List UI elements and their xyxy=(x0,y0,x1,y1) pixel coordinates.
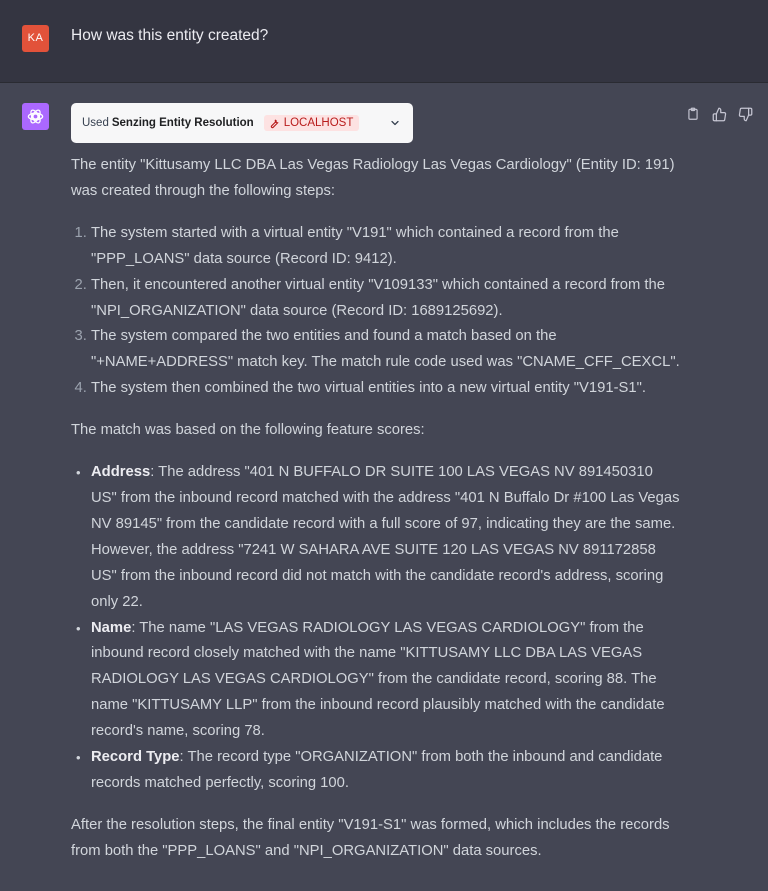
plugin-usage-dropdown[interactable] xyxy=(71,103,413,143)
thumbs-up-button[interactable] xyxy=(710,105,728,123)
feature-text: : The name "LAS VEGAS RADIOLOGY LAS VEGAS CARDIOLOGY" from the inbound record closely matched with the name "KITTUSAMY LLC DBA LAS VEGAS RADIOLOGY LAS VEGAS CARDIOLOGY" from the candidate record, scoring 88. The name "KITTUSAMY LLP" from the inbound record plausibly matched with the candidate record's name, scoring 78. xyxy=(91,619,665,740)
feature-text: : The record type "ORGANIZATION" from both the inbound and candidate records matched perfectly, scoring 100. xyxy=(91,749,663,791)
plugin-used-prefix: Used xyxy=(82,117,109,129)
plugin-name: Senzing Entity Resolution xyxy=(111,117,254,129)
step-item: 3. The system compared the two entities and found a match based on the "+NAME+ADDRESS" match key. The match rule code used was "CNAME_CFF_CEXCL". xyxy=(91,324,681,376)
message-actions xyxy=(684,105,754,123)
feature-item xyxy=(91,616,681,746)
thumbs-down-icon xyxy=(738,107,753,122)
assistant-message-row xyxy=(0,83,768,891)
step-item: 2. Then, it encountered another virtual entity "V109133" which contained a record from the "NPI_ORGANIZATION" data source (Record ID: 1689125692). xyxy=(91,273,681,325)
feature-label: Address xyxy=(91,464,151,481)
feature-item xyxy=(91,745,681,797)
thumbs-up-icon xyxy=(712,107,727,122)
step-item: 4. The system then combined the two virtual entities into a new virtual entity "V191-S1". xyxy=(91,376,681,402)
user-avatar: KA xyxy=(22,25,49,52)
assistant-response xyxy=(71,153,681,881)
feature-text: : The address "401 N BUFFALO DR SUITE 100 LAS VEGAS NV 891450310 US" from the inbound record matched with the address "401 N Buffalo Dr #100 Las Vegas NV 89145" from the candidate record with a full score of 97, indicating they are the same. However, the address "7241 W SAHARA AVE SUITE 120 LAS VEGAS NV 891172858 US" from the inbound record did not match with the candidate record's address, scoring only 22. xyxy=(91,464,680,610)
chevron-down-icon[interactable] xyxy=(389,117,401,129)
localhost-badge xyxy=(264,115,360,131)
features-intro: The match was based on the following feature scores: xyxy=(71,422,425,439)
clipboard-icon xyxy=(686,107,700,121)
feature-label: Record Type xyxy=(91,749,180,766)
response-conclusion: After the resolution steps, the final entity "V191-S1" was formed, which includes the records from both the "PPP_LOANS" and "NPI_ORGANIZATION" data sources. xyxy=(71,816,670,859)
steps-list xyxy=(71,221,681,402)
assistant-avatar xyxy=(22,103,49,130)
copy-button[interactable] xyxy=(684,105,702,123)
feature-item xyxy=(91,460,681,615)
features-list xyxy=(71,460,681,797)
user-message-row xyxy=(0,0,768,83)
localhost-badge-label: LOCALHOST xyxy=(283,117,354,129)
thumbs-down-button[interactable] xyxy=(736,105,754,123)
feature-label: Name xyxy=(91,619,132,636)
openai-logo-icon xyxy=(26,107,45,126)
wrench-icon xyxy=(268,117,280,129)
user-message-text: How was this entity created? xyxy=(71,27,269,44)
step-item: 1. The system started with a virtual entity "V191" which contained a record from the "PPP_LOANS" data source (Record ID: 9412). xyxy=(91,221,681,273)
response-intro: The entity "Kittusamy LLC DBA Las Vegas Radiology Las Vegas Cardiology" (Entity ID: 191) was created through the following steps: xyxy=(71,157,675,199)
